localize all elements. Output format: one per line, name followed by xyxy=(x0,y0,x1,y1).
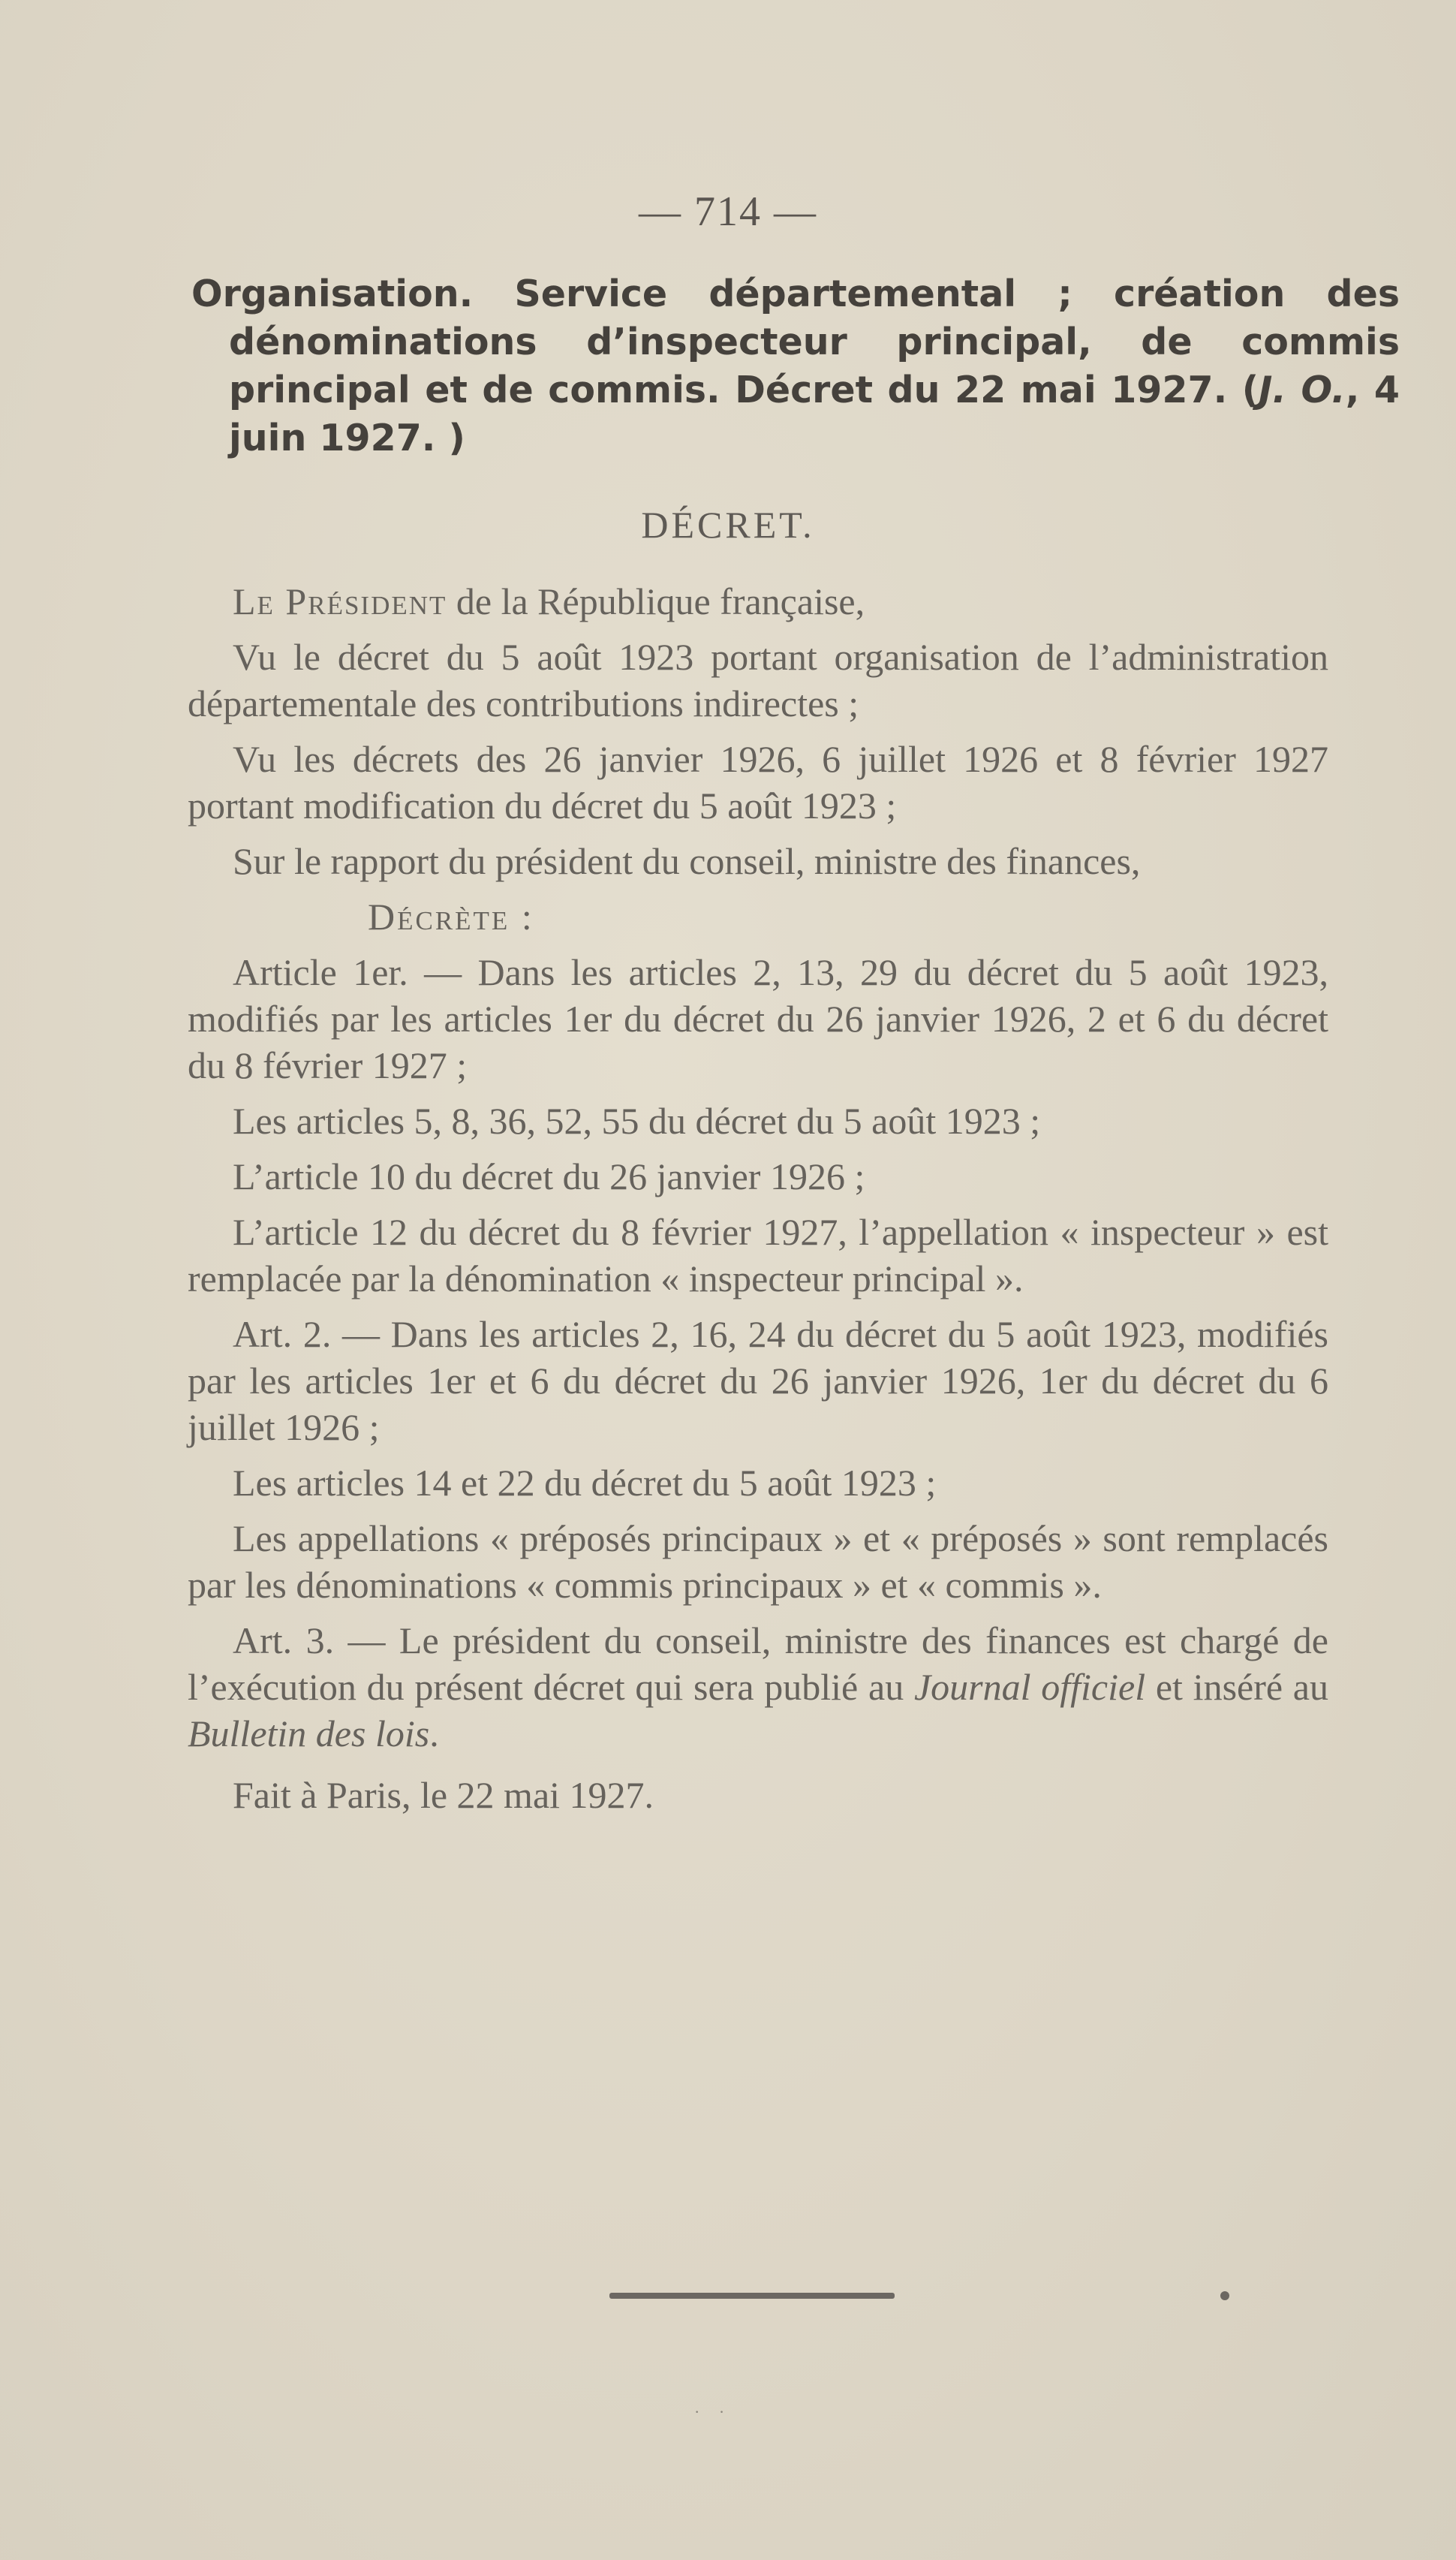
decret-title: DÉCRET. xyxy=(641,504,815,546)
president-rest: de la République française, xyxy=(447,580,865,622)
article-2-b: Les articles 14 et 22 du décret du 5 août 1923 ; xyxy=(233,1462,937,1504)
article-1-b: Les articles 5, 8, 36, 52, 55 du décret du 5 août 1923 ; xyxy=(233,1100,1041,1142)
end-dot xyxy=(1220,2291,1229,2300)
spacer xyxy=(188,1766,1328,1772)
article-3 xyxy=(188,1617,1328,1757)
heading-ref-rest: , 4 juin 1927. ) xyxy=(229,369,1400,459)
article-3-end: . xyxy=(429,1712,439,1754)
article-1-d: L’article 12 du décret du 8 février 1927, l’appellation « inspecteur » est remplacée par la dénomination « inspecteur principal ». xyxy=(188,1211,1328,1300)
heading-ref-open: ( xyxy=(1241,369,1259,411)
paragraph-vu-2: Vu les décrets des 26 janvier 1926, 6 juillet 1926 et 8 février 1927 portant modification du décret du 5 août 1923 ; xyxy=(188,738,1328,827)
heading-main: Organisation. Service départemental ; création des dénominations d’inspecteur principal, de commis principal et de commis. Décret du 22 mai 1927. xyxy=(191,273,1400,411)
article-heading xyxy=(191,270,1400,462)
end-rule xyxy=(609,2293,895,2299)
journal-officiel: Journal officiel xyxy=(913,1666,1146,1708)
fait-a-paris: Fait à Paris, le 22 mai 1927. xyxy=(233,1774,654,1816)
president-lead: Le Président xyxy=(233,580,447,622)
article-1: Article 1er. — Dans les articles 2, 13, 29 du décret du 5 août 1923, modifiés par les articles 1er du décret du 26 janvier 1926, 2 et 6 du décret du 8 février 1927 ; xyxy=(188,951,1328,1086)
paragraph-rapport: Sur le rapport du président du conseil, ministre des finances, xyxy=(233,840,1141,882)
decrete-label: Décrète : xyxy=(368,896,534,938)
paragraph-preamble xyxy=(188,578,1328,625)
page-number: — 714 — xyxy=(639,188,817,235)
article-3-mid: et inséré au xyxy=(1145,1666,1328,1708)
decree-body xyxy=(188,578,1328,1827)
article-3-start: Art. 3. — Le président du conseil, ministre des finances est chargé de l’exécution du présent décret qui sera publié au xyxy=(188,1619,1328,1708)
article-1-c: L’article 10 du décret du 26 janvier 1926 ; xyxy=(233,1155,865,1197)
paragraph-vu-1: Vu le décret du 5 août 1923 portant organisation de l’administration départementale des contributions indirectes ; xyxy=(188,636,1328,724)
article-2-c: Les appellations « préposés principaux » et « préposés » sont remplacés par les dénominations « commis principaux » et « commis ». xyxy=(188,1517,1328,1606)
article-2: Art. 2. — Dans les articles 2, 16, 24 du décret du 5 août 1923, modifiés par les articles 1er et 6 du décret du 26 janvier 1926, 1er du décret du 6 juillet 1926 ; xyxy=(188,1313,1328,1448)
bulletin-des-lois: Bulletin des lois xyxy=(188,1712,430,1754)
heading-ref-journal: J. O. xyxy=(1259,369,1346,411)
footer-specks: · · xyxy=(694,2402,733,2421)
